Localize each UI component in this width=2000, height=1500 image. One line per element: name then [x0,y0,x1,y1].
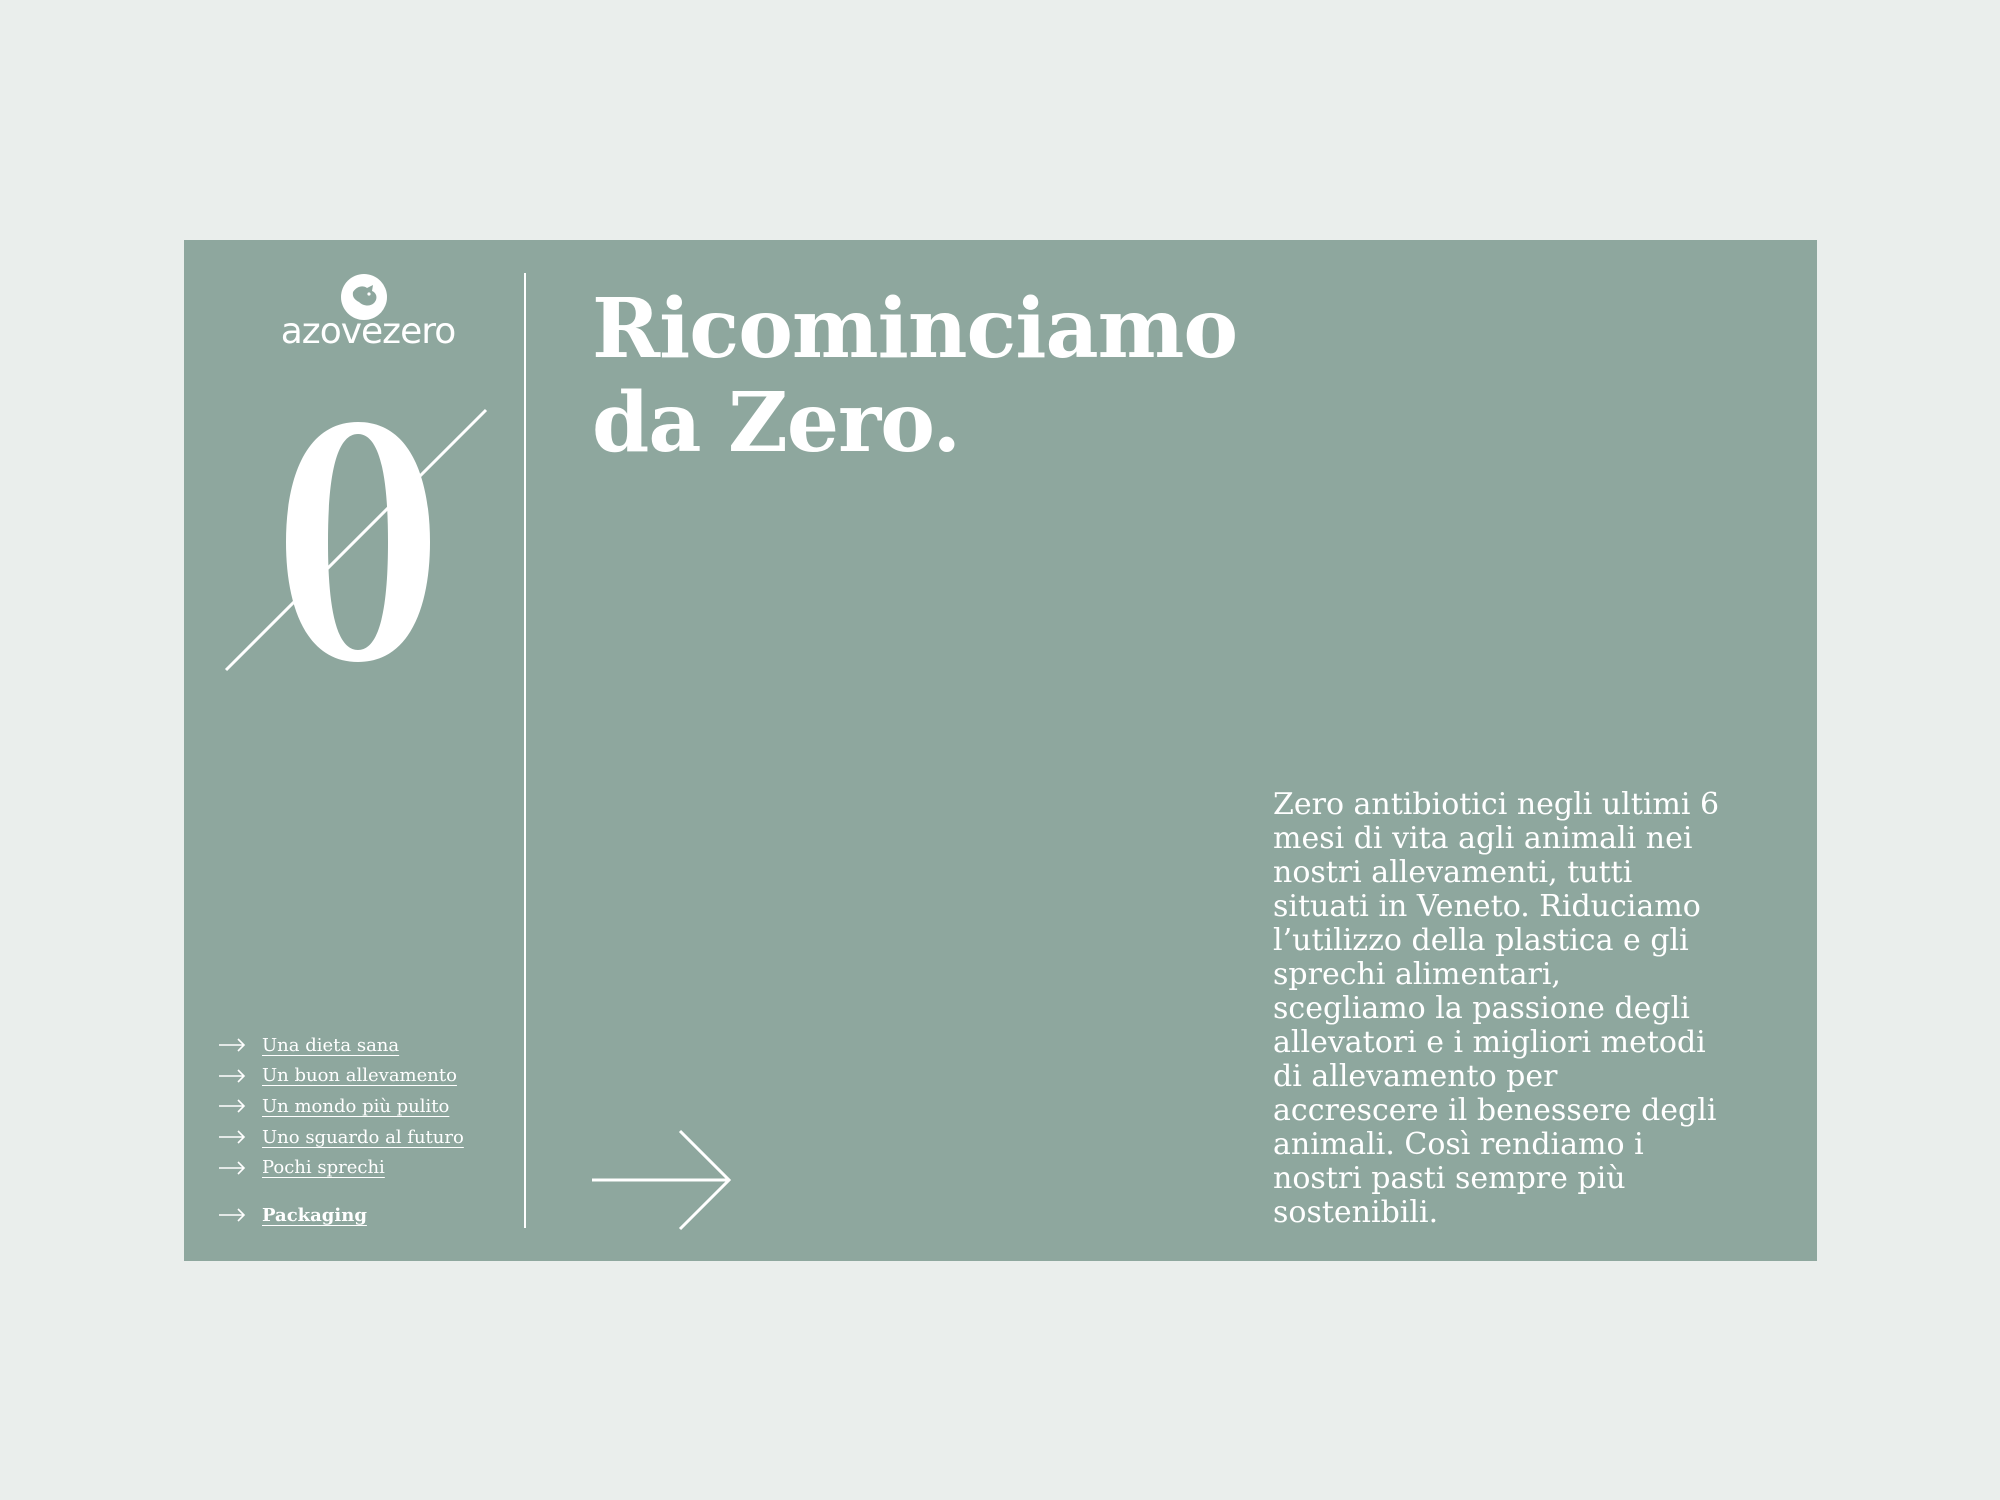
paragraph-line: nostri allevamenti, tutti [1273,855,1633,890]
paragraph-line: allevatori e i migliori metodi [1273,1025,1706,1060]
section-nav [218,1030,464,1231]
arrow-right-icon [218,1069,246,1083]
nav-item-label[interactable]: Pochi sprechi [262,1157,385,1179]
intro-paragraph [1273,788,1773,1230]
paragraph-line: sprechi alimentari, [1273,957,1561,992]
slashed-zero-icon [218,380,498,680]
nav-item-pochi-sprechi[interactable] [218,1152,464,1183]
nav-item-label[interactable]: Un buon allevamento [262,1065,457,1087]
vertical-divider [524,273,526,1228]
arrow-right-icon [218,1099,246,1113]
brand-wordmark: azovezero [280,311,456,352]
paragraph-line: situati in Veneto. Riduciamo [1273,889,1701,924]
paragraph-line: accrescere il benessere degli [1273,1093,1717,1128]
nav-item-una-dieta-sana[interactable] [218,1030,464,1061]
paragraph-line: Zero antibiotici negli ultimi 6 [1273,787,1720,822]
arrow-right-icon [218,1130,246,1144]
page-title-line: Ricominciamo [592,281,1238,377]
paragraph-line: scegliamo la passione degli [1273,991,1690,1026]
hero-panel [184,240,1817,1261]
nav-item-label[interactable]: Un mondo più pulito [262,1095,450,1117]
nav-item-packaging[interactable] [218,1200,464,1231]
nav-item-label[interactable]: Una dieta sana [262,1034,400,1056]
paragraph-line: mesi di vita agli animali nei [1273,821,1693,856]
arrow-right-icon[interactable] [590,1128,732,1232]
arrow-right-icon [218,1038,246,1052]
page-title [592,282,1237,470]
paragraph-line: sostenibili. [1273,1195,1439,1230]
arrow-right-icon [218,1161,246,1175]
brand-logo[interactable] [268,272,468,352]
paragraph-line: nostri pasti sempre più [1273,1161,1626,1196]
paragraph-line: l’utilizzo della plastica e gli [1273,923,1689,958]
nav-item-label[interactable]: Uno sguardo al futuro [262,1126,464,1148]
page-title-line: da Zero. [592,375,961,471]
nav-item-uno-sguardo-al-futuro[interactable] [218,1122,464,1153]
nav-item-un-buon-allevamento[interactable] [218,1061,464,1092]
paragraph-line: di allevamento per [1273,1059,1558,1094]
nav-item-label[interactable]: Packaging [262,1204,367,1226]
nav-item-un-mondo-piu-pulito[interactable] [218,1091,464,1122]
arrow-right-icon [218,1208,246,1222]
paragraph-line: animali. Così rendiamo i [1273,1127,1644,1162]
